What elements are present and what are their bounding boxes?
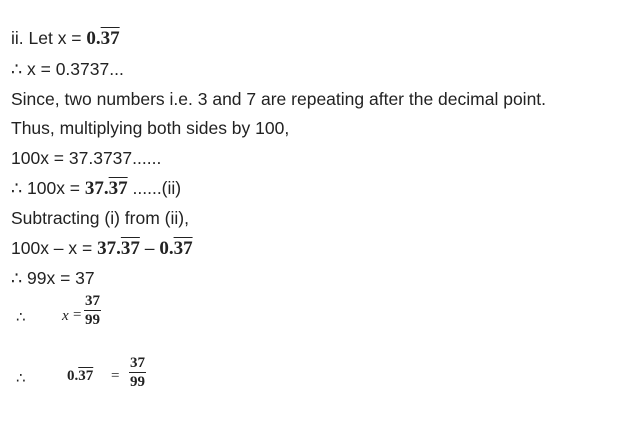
line-100x: 100x = 37.3737...... (11, 148, 162, 168)
therefore-symbol: ∴ (16, 309, 26, 326)
line-x-expansion: ∴ x = 0.3737... (11, 59, 124, 79)
line-let-x (11, 27, 120, 50)
fraction-37-99 (129, 354, 146, 391)
equals-sign: = (111, 368, 120, 384)
fraction-37-99 (84, 292, 101, 329)
therefore-symbol: ∴ (16, 370, 26, 387)
line-subtraction (11, 237, 193, 260)
variable-x: x (62, 308, 69, 324)
equals-sign: = (73, 307, 82, 323)
line-100x-recurring (11, 177, 181, 200)
line-subtracting: Subtracting (i) from (ii), (11, 208, 189, 228)
recurring-decimal-2: 0.37 (159, 238, 193, 259)
line-since: Since, two numbers i.e. 3 and 7 are repeating after the decimal point. (11, 89, 547, 109)
equation-label: ......(ii) (127, 178, 182, 198)
recurring-decimal-1: 37.37 (97, 238, 140, 259)
recurring-decimal: 0.37 (67, 368, 94, 384)
recurring-decimal: 0.37 (86, 28, 120, 49)
line-final-answer (16, 355, 176, 406)
line-x-fraction (16, 293, 126, 343)
equation-prefix: 100x – x = (11, 238, 98, 258)
denominator: 99 (85, 312, 100, 328)
equation-prefix: ∴ 100x = (11, 178, 85, 198)
line-99x: ∴ 99x = 37 (11, 268, 95, 288)
numerator: 37 (130, 355, 145, 371)
let-x-text: ii. Let x = (11, 28, 87, 48)
denominator: 99 (130, 374, 145, 390)
numerator: 37 (85, 293, 100, 309)
minus-sign: – (139, 238, 160, 258)
line-thus: Thus, multiplying both sides by 100, (11, 118, 290, 138)
recurring-decimal: 37.37 (84, 178, 128, 199)
